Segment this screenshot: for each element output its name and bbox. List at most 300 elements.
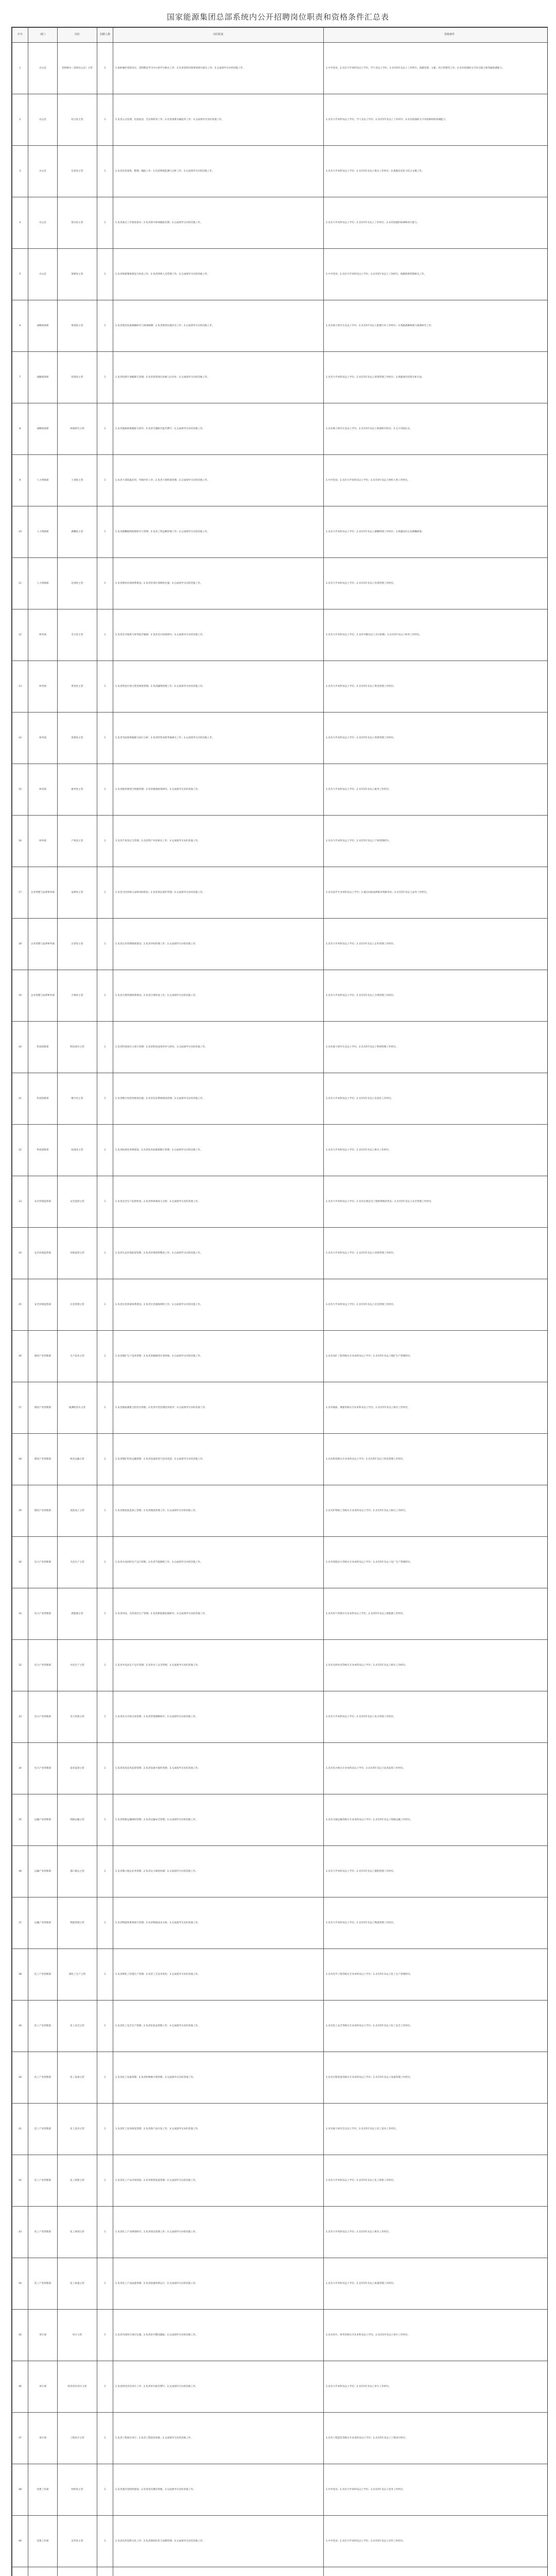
cell-requirements: 1.具有化学工程等相关专业本科及以上学历；2.具有5年及以上化工生产管理经历。 <box>324 1949 548 2001</box>
cell-dept: 煤炭产业管理部 <box>28 1485 58 1537</box>
table-row <box>12 1640 548 1691</box>
cell-count: 1 <box>97 249 113 300</box>
cell-post: 信息处主管 <box>58 146 97 197</box>
cell-requirements: 1.具有大学本科及以上学历；2.具有注册安全工程师资格者优先；3.具有5年及以上安全管理工作经历。 <box>324 1176 548 1228</box>
table-row <box>12 1743 548 1794</box>
cell-count: 1 <box>97 919 113 970</box>
table-row <box>12 764 548 816</box>
cell-count: 1 <box>97 1331 113 1382</box>
cell-dept: 办公室 <box>28 249 58 300</box>
table-row <box>12 2567 548 2576</box>
cell-duty: 1.协助做好党组会议、党组理论学习中心组学习相关工作；2.负责党组决策事项督办落实工作；3.完成领导交办的其他工作。 <box>113 43 324 94</box>
cell-dept: 财务部 <box>28 609 58 661</box>
cell-duty: 1.负责会计核算与财务报告编制；2.负责会计政策研究；3.完成领导交办的其他工作。 <box>113 609 324 661</box>
cell-requirements: 1.具有电气等相关专业本科及以上学历；2.具有5年及以上新能源工作经历。 <box>324 1588 548 1640</box>
table-row <box>12 558 548 609</box>
cell-duty: 1.负责化工技术研发管理；2.负责新产品开发工作；3.完成领导交办的其他工作。 <box>113 2104 324 2155</box>
cell-dept: 财务部 <box>28 764 58 816</box>
cell-no: 32 <box>12 1640 28 1691</box>
cell-post: 技术监督主管 <box>58 1743 97 1794</box>
cell-duty: 1.负责基层党组织建设；2.负责党员教育管理；3.完成领导交办的其他工作。 <box>113 2464 324 2516</box>
cell-duty: 1.负责干部选拔任用、考核评价工作；2.负责干部档案管理；3.完成领导交办的其他工作。 <box>113 455 324 506</box>
cell-no: 34 <box>12 1743 28 1794</box>
cell-duty: 1.负责化工产品质量管理；2.负责质量体系运行；3.完成领导交办的其他工作。 <box>113 2258 324 2310</box>
cell-requirements: 1.具有大学本科及以上学历；2.具有5年及以上投资管理工作经历；3.熟悉项目投资分析方法。 <box>324 352 548 403</box>
cell-requirements: 1.具有大学本科及以上学历；2.具有5年及以上税务工作经历。 <box>324 764 548 816</box>
table-row <box>12 197 548 249</box>
cell-post: 环保监察主管 <box>58 1228 97 1279</box>
table-row <box>12 352 548 403</box>
cell-no: 21 <box>12 1073 28 1125</box>
table-row <box>12 1537 548 1588</box>
cell-dept: 财务部 <box>28 713 58 764</box>
cell-requirements: 1.具有地质、测量等相关专业本科及以上学历；2.具有5年及以上相关工作经历。 <box>324 1382 548 1434</box>
cell-dept: 安全环保监察部 <box>28 1176 58 1228</box>
cell-no: 40 <box>12 2052 28 2104</box>
cell-count: 1 <box>97 764 113 816</box>
cell-post: 干部处主管 <box>58 455 97 506</box>
table-row <box>12 970 548 1022</box>
cell-duty: 1.负责全面预算编制与执行分析；2.负责经营业绩考核相关工作；3.完成领导交办的其他工作。 <box>113 713 324 764</box>
cell-post: 预算处主管 <box>58 713 97 764</box>
cell-count: 1 <box>97 970 113 1022</box>
table-row <box>12 249 548 300</box>
table-row <box>12 455 548 506</box>
table-row <box>12 1331 548 1382</box>
cell-requirements: 1.具有交通运输等相关专业本科及以上学历；2.具有5年及以上铁路运输工作经历。 <box>324 1794 548 1846</box>
cell-duty: 1.负责煤矿生产技术管理；2.负责采掘接续计划审核；3.完成领导交办的其他工作。 <box>113 1331 324 1382</box>
cell-count: 1 <box>97 1537 113 1588</box>
cell-post: 组织处主管 <box>58 2464 97 2516</box>
cell-post: 规划处主管 <box>58 300 97 352</box>
table-row <box>12 609 548 661</box>
cell-requirements: 1.具有水利水电等相关专业本科及以上学历；2.具有5年及以上相关工作经历。 <box>324 1640 548 1691</box>
cell-duty: 1.负责信息收集、整理、编报工作；2.负责舆情监测与分析工作；3.完成领导交办的其他工作。 <box>113 146 324 197</box>
cell-no: 36 <box>12 1846 28 1897</box>
cell-requirements: 1.具有大学本科及以上学历；2.具有5年及以上物流管理工作经历。 <box>324 1897 548 1949</box>
cell-requirements: 1.具有硕士研究生及以上学历；2.具有5年及以上能源行业工作经历；3.熟悉战略规划与政策研究工作。 <box>324 300 548 352</box>
cell-post: 政策研究主管 <box>58 403 97 455</box>
cell-post: 水电生产主管 <box>58 1640 97 1691</box>
cell-no: 11 <box>12 558 28 609</box>
cell-duty: 1.负责工程项目审计；2.负责工程造价审核；3.完成领导交办的其他工作。 <box>113 2413 324 2464</box>
cell-requirements: 1.具有大学本科及以上学历；2.具有5年及以上企业管理工作经历。 <box>324 919 548 970</box>
cell-duty <box>113 2567 324 2576</box>
cell-post: 化工销售主管 <box>58 2155 97 2207</box>
cell-dept: 企业管理与法律事务部 <box>28 867 58 919</box>
cell-no: 20 <box>12 1022 28 1073</box>
cell-requirements: 1.具有审计、财务等相关专业本科及以上学历；2.具有5年及以上审计工作经历。 <box>324 2310 548 2361</box>
table-row <box>12 94 548 146</box>
cell-duty: 1.负责化工设备管理；2.负责检维修计划管理；3.完成领导交办的其他工作。 <box>113 2052 324 2104</box>
cell-dept: 电力产业管理部 <box>28 1537 58 1588</box>
table-row <box>12 1176 548 1228</box>
cell-requirements: 1.具有大学本科及以上学历；2.具有5年及以上质量管理工作经历。 <box>324 2258 548 2310</box>
cell-count: 1 <box>97 1073 113 1125</box>
cell-duty: 1.负责火电机组生产运行管理；2.负责节能降耗工作；3.完成领导交办的其他工作。 <box>113 1537 324 1588</box>
table-row <box>12 43 548 94</box>
cell-post: 化工规划主管 <box>58 2207 97 2258</box>
cell-post: 安全监察主管 <box>58 1176 97 1228</box>
cell-dept: 战略规划部 <box>28 300 58 352</box>
table-row <box>12 146 548 197</box>
table-row <box>12 661 548 713</box>
cell-dept: 战略规划部 <box>28 352 58 403</box>
cell-requirements: 1.具有过程装备等相关专业本科及以上学历；2.具有5年及以上设备管理工作经历。 <box>324 2052 548 2104</box>
table-row <box>12 1228 548 1279</box>
cell-requirements: 1.具有大学本科及以上学历；2.具有5年及以上资金管理工作经历。 <box>324 661 548 713</box>
cell-dept: 化工产业管理部 <box>28 1949 58 2001</box>
cell-requirements: 1.中共党员；2.具有大学本科及以上学历；3.具有5年及以上工作经历，熟悉保密管理相关工作。 <box>324 249 548 300</box>
cell-dept: 办公室 <box>28 94 58 146</box>
cell-count: 1 <box>97 1279 113 1331</box>
cell-no: 5 <box>12 249 28 300</box>
cell-no: 45 <box>12 2310 28 2361</box>
cell-count: 1 <box>97 1846 113 1897</box>
cell-dept: 电力产业管理部 <box>28 1743 58 1794</box>
cell-dept: 运输产业管理部 <box>28 1846 58 1897</box>
cell-count <box>97 2567 113 2576</box>
cell-dept: 科技创新部 <box>28 1022 58 1073</box>
cell-duty: 1.负责企业管理制度建设；2.负责对标管理工作；3.完成领导交办的其他工作。 <box>113 919 324 970</box>
header-requirements: 资格条件 <box>324 28 548 43</box>
cell-duty: 1.负责宣传思想文化工作；2.负责新闻宣传与品牌管理；3.完成领导交办的其他工作。 <box>113 2516 324 2567</box>
table-row <box>12 403 548 455</box>
cell-no: 10 <box>12 506 28 558</box>
cell-count: 1 <box>97 1176 113 1228</box>
cell-no: 17 <box>12 867 28 919</box>
cell-dept: 人力资源部 <box>28 558 58 609</box>
cell-duty: 1.负责内部审计项目实施；2.负责审计整改跟踪；3.完成领导交办的其他工作。 <box>113 2310 324 2361</box>
cell-count: 1 <box>97 352 113 403</box>
cell-post: 煤化工生产主管 <box>58 1949 97 2001</box>
cell-count: 1 <box>97 1691 113 1743</box>
table-row <box>12 1073 548 1125</box>
cell-count: 1 <box>97 1640 113 1691</box>
cell-no: 25 <box>12 1279 28 1331</box>
table-row <box>12 1279 548 1331</box>
cell-no: 31 <box>12 1588 28 1640</box>
table-row <box>12 300 548 352</box>
cell-duty: 1.负责合同审核与法律风险防控；2.负责诉讼案件管理；3.完成领导交办的其他工作。 <box>113 867 324 919</box>
cell-no: 33 <box>12 1691 28 1743</box>
table-row <box>12 1125 548 1176</box>
cell-duty: 1.负责应急预案体系建设；2.负责应急演练组织工作；3.完成领导交办的其他工作。 <box>113 1279 324 1331</box>
cell-dept: 党建工作部 <box>28 2516 58 2567</box>
cell-no: 30 <box>12 1537 28 1588</box>
cell-dept: 办公室 <box>28 43 58 94</box>
cell-count: 1 <box>97 146 113 197</box>
cell-no: 29 <box>12 1485 28 1537</box>
cell-count: 1 <box>97 2258 113 2310</box>
cell-no: 35 <box>12 1794 28 1846</box>
cell-requirements: 1.中共党员；2.具有大学本科及以上学历；3.具有5年及以上宣传工作经历。 <box>324 2516 548 2567</box>
cell-no: 15 <box>12 764 28 816</box>
cell-duty: 1.负责发电技术监督管理；2.负责设备可靠性管理；3.完成领导交办的其他工作。 <box>113 1743 324 1794</box>
cell-duty: 1.负责税务筹划与纳税管理；2.负责税收政策研究；3.完成领导交办的其他工作。 <box>113 764 324 816</box>
cell-duty: 1.负责公文处理、信息报送、会议组织等工作；2.负责重要文稿起草工作；3.完成领导交办的其他工作。 <box>113 94 324 146</box>
cell-count: 1 <box>97 1794 113 1846</box>
cell-count: 1 <box>97 713 113 764</box>
page-title: 国家能源集团总部系统内公开招聘岗位职责和资格条件汇总表 <box>166 12 389 22</box>
table-row <box>12 816 548 867</box>
cell-post: 法律处主管 <box>58 867 97 919</box>
cell-requirements: 1.具有法学专业本科及以上学历；2.通过国家法律职业资格考试；3.具有5年及以上法务工作经历。 <box>324 867 548 919</box>
table-row <box>12 1897 548 1949</box>
cell-post: 审计主管 <box>58 2310 97 2361</box>
cell-post: 港口航运主管 <box>58 1846 97 1897</box>
cell-requirements: 1.具有大学本科及以上学历；2.具有5年及以上产权管理经历。 <box>324 816 548 867</box>
cell-post: 科技项目主管 <box>58 1022 97 1073</box>
cell-post: 数字化主管 <box>58 1073 97 1125</box>
cell-post: 投资处主管 <box>58 352 97 403</box>
cell-post: 生产技术主管 <box>58 1331 97 1382</box>
cell-post: 新能源主管 <box>58 1588 97 1640</box>
cell-count: 1 <box>97 1228 113 1279</box>
cell-dept: 电力产业管理部 <box>28 1588 58 1640</box>
cell-no: 16 <box>12 816 28 867</box>
table-row <box>12 506 548 558</box>
cell-count: 1 <box>97 2207 113 2258</box>
cell-duty: 1.负责铁路运输组织管理；2.负责运输安全管理；3.完成领导交办的其他工作。 <box>113 1794 324 1846</box>
cell-no: 47 <box>12 2413 28 2464</box>
cell-dept: 运输产业管理部 <box>28 1897 58 1949</box>
cell-duty: 1.负责物流体系规划与管理；2.负责物流成本分析；3.完成领导交办的其他工作。 <box>113 1897 324 1949</box>
cell-post: 地测防治水主管 <box>58 1382 97 1434</box>
cell-duty: 1.负责保密制度建设与检查工作；2.负责涉密人员管理工作；3.完成领导交办的其他工作。 <box>113 249 324 300</box>
cell-requirements: 1.具有大学本科及以上学历；2.具有5年及以上相关工作经历。 <box>324 1125 548 1176</box>
cell-count: 1 <box>97 867 113 919</box>
cell-dept: 人力资源部 <box>28 506 58 558</box>
recruitment-table-container <box>11 27 548 2576</box>
cell-count: 1 <box>97 403 113 455</box>
cell-dept: 化工产业管理部 <box>28 2207 58 2258</box>
cell-post: 洗选加工主管 <box>58 1485 97 1537</box>
cell-no: 13 <box>12 661 28 713</box>
cell-dept: 煤炭产业管理部 <box>28 1434 58 1485</box>
cell-duty: 1.负责能源政策跟踪与研究；2.负责专题研究报告撰写；3.完成领导交办的其他工作。 <box>113 403 324 455</box>
cell-post: 化工设备主管 <box>58 2052 97 2104</box>
table-row <box>12 2464 548 2516</box>
cell-dept: 化工产业管理部 <box>28 2258 58 2310</box>
cell-post <box>58 2567 97 2576</box>
cell-dept: 运输产业管理部 <box>28 1794 58 1846</box>
cell-count: 1 <box>97 43 113 94</box>
cell-requirements: 1.具有硕士研究生及以上学历；2.具有5年及以上化工技术工作经历。 <box>324 2104 548 2155</box>
cell-requirements: 1.具有大学本科及以上学历，学士及以上学位；2.具有5年及以上工作经历；3.具有较强的文字功底和组织协调能力。 <box>324 94 548 146</box>
cell-no: 23 <box>12 1176 28 1228</box>
cell-post: 企管处主管 <box>58 919 97 970</box>
cell-count: 1 <box>97 197 113 249</box>
cell-duty: 1.负责港口航运业务管理；2.负责运力调度协调；3.完成领导交办的其他工作。 <box>113 1846 324 1897</box>
cell-count: 1 <box>97 2310 113 2361</box>
cell-no: 1 <box>12 43 28 94</box>
cell-duty: 1.负责化工产业规划研究；2.负责项目前期工作；3.完成领导交办的其他工作。 <box>113 2207 324 2258</box>
cell-dept: 审计部 <box>28 2310 58 2361</box>
cell-count: 1 <box>97 1743 113 1794</box>
cell-dept: 办公室 <box>28 197 58 249</box>
cell-dept: 安全环保监察部 <box>28 1228 58 1279</box>
table-row <box>12 1022 548 1073</box>
cell-duty: 1.负责生态环保监督管理；2.负责环保督察整改工作；3.完成领导交办的其他工作。 <box>113 1228 324 1279</box>
cell-count: 1 <box>97 2001 113 2052</box>
cell-dept: 党建工作部 <box>28 2464 58 2516</box>
cell-no: 19 <box>12 970 28 1022</box>
cell-count: 1 <box>97 94 113 146</box>
cell-no: 43 <box>12 2207 28 2258</box>
cell-dept: 煤炭产业管理部 <box>28 1331 58 1382</box>
cell-dept: 人力资源部 <box>28 455 58 506</box>
cell-dept: 化工产业管理部 <box>28 2052 58 2104</box>
cell-post: 经济责任审计主管 <box>58 2361 97 2413</box>
cell-duty: 1.负责煤炭洗选加工管理；2.负责煤质管理工作；3.完成领导交办的其他工作。 <box>113 1485 324 1537</box>
cell-post: 宣传处主管 <box>58 2516 97 2567</box>
cell-count: 1 <box>97 2361 113 2413</box>
cell-duty: 1.负责化工产品市场营销；2.负责销售渠道管理；3.完成领导交办的其他工作。 <box>113 2155 324 2207</box>
cell-count: 1 <box>97 455 113 506</box>
table-header-row <box>12 28 548 43</box>
cell-no: 2 <box>12 94 28 146</box>
cell-dept: 化工产业管理部 <box>28 2155 58 2207</box>
cell-duty: 1.负责地质测量与防治水管理；2.负责灾害治理技术指导；3.完成领导交办的其他工作。 <box>113 1382 324 1434</box>
cell-post: 应急管理主管 <box>58 1279 97 1331</box>
cell-post: 培训处主管 <box>58 558 97 609</box>
cell-dept: 企业管理与法律事务部 <box>28 970 58 1022</box>
cell-duty: 1.负责标准化体系建设；2.负责技术标准制修订管理；3.完成领导交办的其他工作。 <box>113 1125 324 1176</box>
cell-no: 14 <box>12 713 28 764</box>
cell-dept: 审计部 <box>28 2413 58 2464</box>
cell-post: 产权处主管 <box>58 816 97 867</box>
cell-no: 38 <box>12 1949 28 2001</box>
table-row <box>12 2001 548 2052</box>
cell-no: 7 <box>12 352 28 403</box>
cell-no: 44 <box>12 2258 28 2310</box>
cell-duty: 1.负责合规管理体系建设；2.负责合规审查工作；3.完成领导交办的其他工作。 <box>113 970 324 1022</box>
cell-no: 49 <box>12 2516 28 2567</box>
table-row <box>12 1382 548 1434</box>
cell-duty: 1.负责重点工作督查督办；2.负责督办事项跟踪反馈；3.完成领导交办的其他工作。 <box>113 197 324 249</box>
cell-dept: 化工产业管理部 <box>28 2104 58 2155</box>
cell-requirements: 1.具有化工安全等相关专业本科及以上学历；2.具有5年及以上化工安全工作经历。 <box>324 2001 548 2052</box>
recruitment-table <box>12 27 548 2576</box>
cell-dept: 电力产业管理部 <box>28 1691 58 1743</box>
cell-requirements: 1.具有电力相关专业本科及以上学历；2.具有5年及以上技术监督工作经历。 <box>324 1743 548 1794</box>
cell-no: 8 <box>12 403 28 455</box>
cell-count: 1 <box>97 661 113 713</box>
cell-no: 46 <box>12 2361 28 2413</box>
cell-post: 机电运输主管 <box>58 1434 97 1485</box>
cell-requirements: 1.具有热能动力等相关专业本科及以上学历；2.具有5年及以上电厂生产管理经历。 <box>324 1537 548 1588</box>
cell-duty: 1.负责煤化工装置生产管理；2.负责工艺技术优化；3.完成领导交办的其他工作。 <box>113 1949 324 2001</box>
header-duty: 岗位职责 <box>113 28 324 43</box>
cell-duty: 1.负责科技项目立项与管理；2.负责科技成果评价与转化；3.完成领导交办的其他工作。 <box>113 1022 324 1073</box>
cell-count: 1 <box>97 1022 113 1073</box>
cell-duty: 1.负责经济责任审计工作；2.负责审计报告撰写；3.完成领导交办的其他工作。 <box>113 2361 324 2413</box>
cell-duty: 1.负责集团发展战略研究与规划编制；2.负责规划实施评估工作；3.完成领导交办的其他工作。 <box>113 300 324 352</box>
cell-count: 1 <box>97 1588 113 1640</box>
cell-requirements: 1.中共党员；2.具有大学本科及以上学历；3.具有5年及以上党务工作经历。 <box>324 2464 548 2516</box>
cell-requirements: 1.具有大学本科及以上学历；2.具有5年及以上预算管理工作经历。 <box>324 713 548 764</box>
cell-dept: 科技创新部 <box>28 1125 58 1176</box>
table-row <box>12 1434 548 1485</box>
cell-count: 1 <box>97 1897 113 1949</box>
cell-requirements: 1.具有硕士研究生及以上学历；2.具有5年及以上科研管理工作经历。 <box>324 1022 548 1073</box>
cell-dept <box>28 2567 58 2576</box>
cell-dept: 化工产业管理部 <box>28 2001 58 2052</box>
cell-post: 会计处主管 <box>58 609 97 661</box>
cell-count: 1 <box>97 609 113 661</box>
cell-count: 1 <box>97 1382 113 1434</box>
cell-duty: 1.负责资金计划与资金调度管理；2.负责融资管理工作；3.完成领导交办的其他工作。 <box>113 661 324 713</box>
cell-post: 化工技术主管 <box>58 2104 97 2155</box>
cell-post: 化工质量主管 <box>58 2258 97 2310</box>
cell-requirements: 1.具有大学本科及以上学历；2.具有5年及以上港航管理工作经历。 <box>324 1846 548 1897</box>
table-row <box>12 2104 548 2155</box>
cell-requirements: 1.具有大学本科及以上学历；2.具有5年及以上合规管理工作经历。 <box>324 970 548 1022</box>
cell-requirements <box>324 2567 548 2576</box>
cell-duty: 1.负责电力市场交易管理；2.负责营销策略研究；3.完成领导交办的其他工作。 <box>113 1691 324 1743</box>
header-dept: 部门 <box>28 28 58 43</box>
cell-dept: 审计部 <box>28 2361 58 2413</box>
cell-no: 24 <box>12 1228 28 1279</box>
table-row <box>12 2258 548 2310</box>
header-no: 序号 <box>12 28 28 43</box>
table-row <box>12 2310 548 2361</box>
cell-requirements: 1.具有大学本科及以上学历；2.具有5年及以上相关工作经历。 <box>324 2207 548 2258</box>
cell-post: 税务处主管 <box>58 764 97 816</box>
cell-count: 1 <box>97 1434 113 1485</box>
cell-requirements: 1.具有大学本科及以上学历；2.具有中级及以上会计职称；3.具有5年及以上财务工作经历。 <box>324 609 548 661</box>
cell-dept: 科技创新部 <box>28 1073 58 1125</box>
cell-no: 12 <box>12 609 28 661</box>
table-row <box>12 1949 548 2001</box>
header-post: 岗位 <box>58 28 97 43</box>
cell-requirements: 1.具有大学本科及以上学历；2.具有5年及以上培训管理工作经历。 <box>324 558 548 609</box>
cell-duty: 1.负责投资计划编制与管理；2.负责投资项目审核与后评价；3.完成领导交办的其他工作。 <box>113 352 324 403</box>
cell-requirements: 1.具有大学本科及以上学历；2.具有5年及以上信息化工作经历。 <box>324 1073 548 1125</box>
cell-count: 1 <box>97 1949 113 2001</box>
table-row <box>12 2413 548 2464</box>
cell-post: 党组秘书（党组办公室）主管 <box>58 43 97 94</box>
cell-dept: 财务部 <box>28 661 58 713</box>
cell-requirements: 1.具有硕士研究生及以上学历；2.具有3年及以上政策研究经历；3.文字功底扎实。 <box>324 403 548 455</box>
table-row <box>12 1691 548 1743</box>
table-row <box>12 2052 548 2104</box>
cell-requirements: 1.具有大学本科及以上学历；2.具有5年及以上应急管理工作经历。 <box>324 1279 548 1331</box>
cell-dept: 煤炭产业管理部 <box>28 1382 58 1434</box>
cell-count: 1 <box>97 2104 113 2155</box>
cell-count: 1 <box>97 2413 113 2464</box>
cell-count: 1 <box>97 558 113 609</box>
cell-requirements: 1.具有大学本科及以上学历；2.具有5年及以上工作经历；3.具有较强的协调和执行能力。 <box>324 197 548 249</box>
table-row <box>12 2516 548 2567</box>
cell-post: 物流管理主管 <box>58 1897 97 1949</box>
table-row <box>12 919 548 970</box>
cell-dept: 企业管理与法律事务部 <box>28 919 58 970</box>
table-row <box>12 2361 548 2413</box>
cell-requirements: 1.具有大学本科及以上学历；2.具有5年及以上审计工作经历。 <box>324 2361 548 2413</box>
cell-count: 1 <box>97 2516 113 2567</box>
cell-no: 6 <box>12 300 28 352</box>
table-row <box>12 2207 548 2258</box>
cell-no: 41 <box>12 2104 28 2155</box>
cell-no: 42 <box>12 2155 28 2207</box>
cell-count: 1 <box>97 1485 113 1537</box>
cell-no: 18 <box>12 919 28 970</box>
table-row <box>12 1846 548 1897</box>
cell-post: 薪酬处主管 <box>58 506 97 558</box>
cell-post: 火电生产主管 <box>58 1537 97 1588</box>
